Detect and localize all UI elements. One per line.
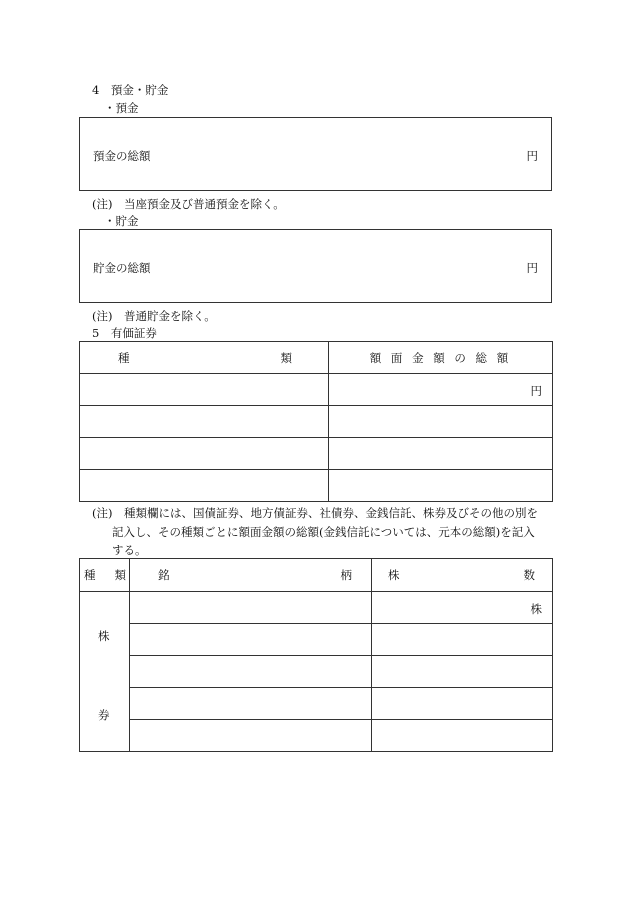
face-value-cell[interactable] [329, 438, 553, 470]
stock-label-top: 株 [98, 629, 110, 643]
share-count-cell[interactable] [372, 656, 553, 688]
face-value-cell[interactable] [329, 470, 553, 502]
issue-name-cell[interactable] [130, 720, 372, 752]
stock-kind-cell [80, 592, 130, 752]
share-count-cell[interactable] [372, 592, 553, 624]
face-value-cell[interactable] [329, 374, 553, 406]
savings-total-box[interactable] [79, 229, 552, 303]
savings-label: ・貯金 [104, 214, 139, 228]
deposit-note: (注) 当座預金及び普通預金を除く。 [92, 197, 285, 211]
face-value-cell[interactable] [329, 406, 553, 438]
share-count-header: 株 数 [372, 559, 553, 592]
deposit-label: ・預金 [104, 101, 139, 115]
type-cell[interactable] [80, 374, 329, 406]
savings-note: (注) 普通貯金を除く。 [92, 309, 216, 323]
share-count-cell[interactable] [372, 688, 553, 720]
stocks-table [79, 558, 553, 752]
stock-label-bottom: 券 [98, 708, 110, 722]
deposit-total-label: 預金の総額 [93, 149, 151, 163]
type-cell[interactable] [80, 406, 329, 438]
issue-name-header: 銘 柄 [130, 559, 372, 592]
share-count-cell[interactable] [372, 720, 553, 752]
section-4-heading: 4 預金・貯金 [92, 83, 169, 97]
savings-total-label: 貯金の総額 [93, 261, 151, 275]
securities-table [79, 341, 553, 502]
issue-name-cell[interactable] [130, 656, 372, 688]
securities-note-line2: 記入し、その種類ごとに額面金額の総額(金銭信託については、元本の総額)を記入 [112, 525, 535, 539]
share-count-cell[interactable] [372, 624, 553, 656]
type-header: 種 類 [80, 342, 329, 374]
type-cell[interactable] [80, 438, 329, 470]
issue-name-cell[interactable] [130, 592, 372, 624]
deposit-unit: 円 [526, 149, 538, 163]
issue-name-cell[interactable] [130, 624, 372, 656]
section-5-heading: 5 有価証券 [92, 326, 157, 340]
savings-unit: 円 [526, 261, 538, 275]
yen-unit: 円 [530, 384, 542, 398]
kind-header: 種 類 [80, 559, 130, 592]
securities-note-line3: する。 [112, 543, 147, 557]
issue-name-cell[interactable] [130, 688, 372, 720]
share-unit: 株 [530, 602, 542, 616]
securities-note-line1: (注) 種類欄には、国債証券、地方債証券、社債券、金銭信託、株券及びその他の別を [92, 506, 538, 520]
face-value-header: 額 面 金 額 の 総 額 [329, 342, 553, 374]
type-cell[interactable] [80, 470, 329, 502]
deposit-total-box[interactable] [79, 117, 552, 191]
